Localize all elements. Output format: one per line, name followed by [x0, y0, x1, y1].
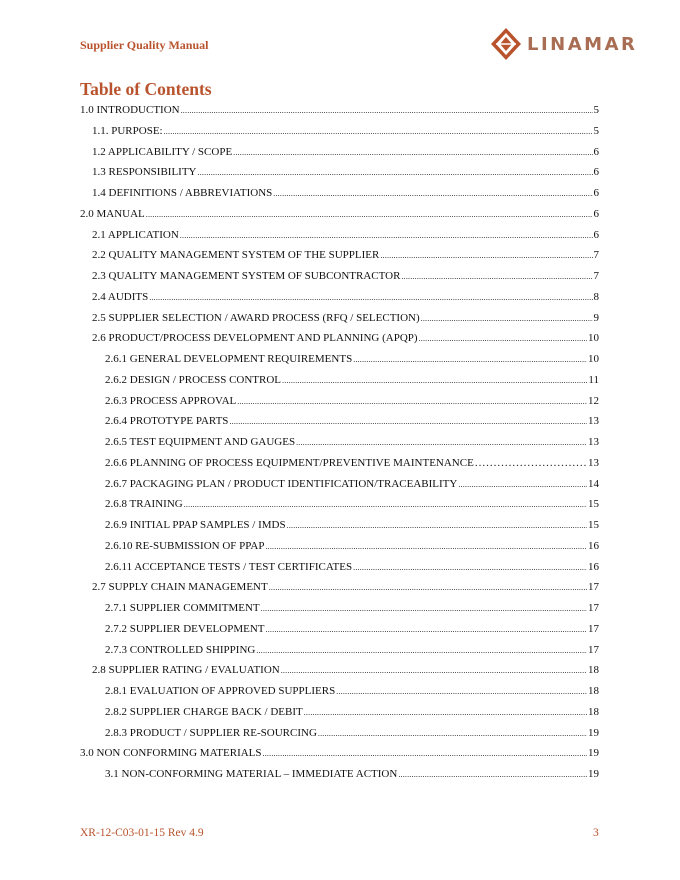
toc-dot-leader	[296, 434, 587, 452]
toc-entry-label: 2.7.3 CONTROLLED SHIPPING	[105, 643, 256, 656]
toc-entry-page: 15	[588, 519, 599, 531]
toc-dot-leader	[149, 289, 592, 307]
toc-entry[interactable]	[80, 309, 599, 330]
toc-entry-label: 1.4 DEFINITIONS / ABBREVIATIONS	[92, 187, 273, 199]
toc-entry-page: 5	[593, 104, 599, 116]
toc-entry-page: 18	[588, 685, 599, 697]
toc-dot-leader	[353, 351, 587, 369]
toc-entry-page: 19	[588, 726, 599, 739]
toc-entry[interactable]	[80, 205, 599, 226]
toc-entry[interactable]	[80, 122, 599, 143]
toc-dot-leader	[336, 683, 587, 701]
toc-entry-label: 2.6.2 DESIGN / PROCESS CONTROL	[105, 373, 282, 386]
toc-entry-label: 1.1. PURPOSE:	[92, 124, 163, 137]
toc-entry-label: 2.4 AUDITS	[92, 290, 149, 303]
toc-entry[interactable]	[80, 703, 599, 724]
toc-entry[interactable]	[80, 724, 599, 745]
toc-entry[interactable]	[80, 495, 599, 516]
toc-entry-label: 2.3 QUALITY MANAGEMENT SYSTEM OF SUBCONTRACTOR	[92, 270, 401, 282]
toc-dot-leader	[266, 621, 587, 639]
toc-entry-page: 8	[593, 290, 599, 303]
toc-dot-leader	[261, 600, 587, 618]
toc-entry-label: 1.3 RESPONSIBILITY	[92, 166, 197, 179]
toc-entry[interactable]	[80, 392, 599, 413]
toc-entry[interactable]	[80, 744, 599, 765]
document-title: Supplier Quality Manual	[80, 38, 209, 52]
toc-entry-label: 2.8.2 SUPPLIER CHARGE BACK / DEBIT	[105, 705, 303, 718]
toc-entry-label: 2.7.1 SUPPLIER COMMITMENT	[105, 602, 260, 614]
toc-entry[interactable]	[80, 433, 599, 454]
toc-entry-label: 2.6.3 PROCESS APPROVAL	[105, 394, 237, 407]
toc-dot-leader	[263, 745, 587, 763]
toc-dot-leader	[233, 144, 592, 162]
logo-wordmark: LINAMAR	[527, 33, 638, 55]
toc-entry-label: 1.0 INTRODUCTION	[80, 104, 180, 116]
toc-entry[interactable]	[80, 516, 599, 537]
toc-entry[interactable]	[80, 143, 599, 164]
toc-entry-label: 2.6.6 PLANNING OF PROCESS EQUIPMENT/PREVENTIVE MAINTENANCE	[105, 456, 474, 469]
company-logo	[490, 27, 637, 61]
toc-entry[interactable]	[80, 288, 599, 309]
toc-entry[interactable]	[80, 371, 599, 392]
toc-entry-page: 17	[588, 643, 599, 656]
toc-entry-page: 6	[593, 207, 599, 220]
toc-entry-label: 2.6.5 TEST EQUIPMENT AND GAUGES	[105, 436, 296, 448]
toc-entry-label: 2.7 SUPPLY CHAIN MANAGEMENT	[92, 581, 268, 594]
toc-entry[interactable]	[80, 578, 599, 599]
toc-entry-page: 17	[588, 602, 599, 614]
toc-entry-page: 19	[588, 768, 599, 780]
toc-dot-leader	[229, 413, 587, 431]
toc-entry-page: 13	[588, 415, 599, 428]
toc-dot-leader	[318, 725, 587, 743]
toc-dot-leader	[146, 206, 593, 224]
toc-entry-label: 2.6 PRODUCT/PROCESS DEVELOPMENT AND PLANNING (APQP)	[92, 332, 418, 345]
toc-dot-leader	[304, 704, 587, 722]
toc-entry-label: 2.6.1 GENERAL DEVELOPMENT REQUIREMENTS	[105, 353, 353, 365]
toc-dot-leader	[287, 517, 587, 535]
toc-heading: Table of Contents	[80, 79, 212, 99]
toc-entry[interactable]	[80, 412, 599, 433]
footer-document-code: XR-12-C03-01-15 Rev 4.9	[80, 827, 204, 839]
toc-dot-leader	[181, 102, 593, 120]
toc-entry-page: 15	[588, 498, 599, 511]
toc-dot-leader	[269, 579, 587, 597]
toc-entry-label: 2.6.11 ACCEPTANCE TESTS / TEST CERTIFICATES	[105, 560, 353, 573]
toc-dot-leader	[475, 454, 587, 472]
toc-dot-leader	[184, 496, 587, 514]
toc-entry-label: 2.2 QUALITY MANAGEMENT SYSTEM OF THE SUPPLIER	[92, 249, 380, 262]
toc-entry-page: 17	[588, 581, 599, 594]
toc-entry[interactable]	[80, 454, 599, 475]
toc-entry-label: 2.8 SUPPLIER RATING / EVALUATION	[92, 664, 280, 677]
toc-entry-page: 18	[588, 664, 599, 677]
toc-entry-page: 6	[593, 187, 599, 199]
toc-entry-page: 16	[588, 560, 599, 573]
toc-entry-label: 2.6.10 RE-SUBMISSION OF PPAP	[105, 539, 265, 552]
toc-dot-leader	[398, 766, 587, 784]
toc-entry[interactable]	[80, 246, 599, 267]
toc-entry-label: 2.6.9 INITIAL PPAP SAMPLES / IMDS	[105, 519, 286, 531]
table-of-contents	[80, 101, 599, 786]
toc-entry[interactable]	[80, 267, 599, 288]
toc-entry[interactable]	[80, 661, 599, 682]
toc-entry[interactable]	[80, 329, 599, 350]
toc-entry[interactable]	[80, 682, 599, 703]
toc-entry-page: 10	[588, 353, 599, 365]
toc-entry-page: 18	[588, 705, 599, 718]
toc-dot-leader	[353, 559, 587, 577]
toc-dot-leader	[401, 268, 592, 286]
toc-entry-label: 3.1 NON-CONFORMING MATERIAL – IMMEDIATE ACTION	[105, 768, 398, 780]
toc-entry-label: 2.7.2 SUPPLIER DEVELOPMENT	[105, 622, 265, 635]
toc-dot-leader	[282, 372, 587, 390]
toc-entry[interactable]	[80, 163, 599, 184]
toc-dot-leader	[380, 247, 592, 265]
toc-entry-page: 9	[593, 311, 599, 324]
toc-entry-page: 17	[588, 622, 599, 635]
toc-entry[interactable]	[80, 599, 599, 620]
toc-entry-label: 2.5 SUPPLIER SELECTION / AWARD PROCESS (RFQ / SELECTION)	[92, 311, 420, 324]
toc-entry[interactable]	[80, 558, 599, 579]
toc-entry[interactable]	[80, 641, 599, 662]
toc-entry[interactable]	[80, 226, 599, 247]
toc-entry-label: 3.0 NON CONFORMING MATERIALS	[80, 747, 262, 760]
toc-entry[interactable]	[80, 101, 599, 122]
toc-entry-label: 2.6.7 PACKAGING PLAN / PRODUCT IDENTIFICATION/TRACEABILITY	[105, 477, 458, 490]
toc-entry[interactable]	[80, 765, 599, 786]
toc-dot-leader	[164, 123, 593, 141]
toc-entry-label: 2.1 APPLICATION	[92, 228, 179, 241]
toc-entry-page: 6	[593, 228, 599, 241]
toc-dot-leader	[237, 393, 587, 411]
toc-entry-page: 10	[588, 332, 599, 345]
toc-entry[interactable]	[80, 475, 599, 496]
toc-entry-page: 11	[588, 373, 599, 386]
toc-entry-label: 2.8.1 EVALUATION OF APPROVED SUPPLIERS	[105, 685, 336, 697]
toc-entry-page: 6	[593, 166, 599, 179]
toc-entry-page: 13	[588, 436, 599, 448]
toc-dot-leader	[458, 476, 587, 494]
toc-entry[interactable]	[80, 537, 599, 558]
toc-entry-page: 6	[593, 145, 599, 158]
toc-dot-leader	[273, 185, 592, 203]
toc-entry-page: 7	[593, 249, 599, 262]
toc-entry-label: 2.6.4 PROTOTYPE PARTS	[105, 415, 229, 428]
toc-dot-leader	[256, 642, 587, 660]
toc-dot-leader	[180, 227, 593, 245]
toc-dot-leader	[419, 330, 587, 348]
toc-entry-label: 2.0 MANUAL	[80, 207, 145, 220]
toc-entry-page: 19	[588, 747, 599, 760]
toc-entry[interactable]	[80, 184, 599, 205]
linamar-diamond-logo-icon	[490, 27, 522, 61]
footer-page-number: 3	[593, 827, 599, 839]
toc-entry[interactable]	[80, 350, 599, 371]
toc-dot-leader	[421, 310, 593, 328]
toc-dot-leader	[265, 538, 587, 556]
toc-entry-label: 2.8.3 PRODUCT / SUPPLIER RE-SOURCING	[105, 726, 317, 739]
toc-dot-leader	[281, 662, 587, 680]
toc-dot-leader	[198, 164, 593, 182]
toc-entry-page: 16	[588, 539, 599, 552]
toc-entry-page: 12	[588, 394, 599, 407]
toc-entry-label: 2.6.8 TRAINING	[105, 498, 183, 511]
toc-entry-label: 1.2 APPLICABILITY / SCOPE	[92, 145, 233, 158]
toc-entry-page: 5	[593, 124, 599, 137]
toc-entry-page: 13	[588, 456, 599, 469]
toc-entry-page: 14	[588, 477, 599, 490]
toc-entry[interactable]	[80, 620, 599, 641]
toc-entry-page: 7	[593, 270, 599, 282]
